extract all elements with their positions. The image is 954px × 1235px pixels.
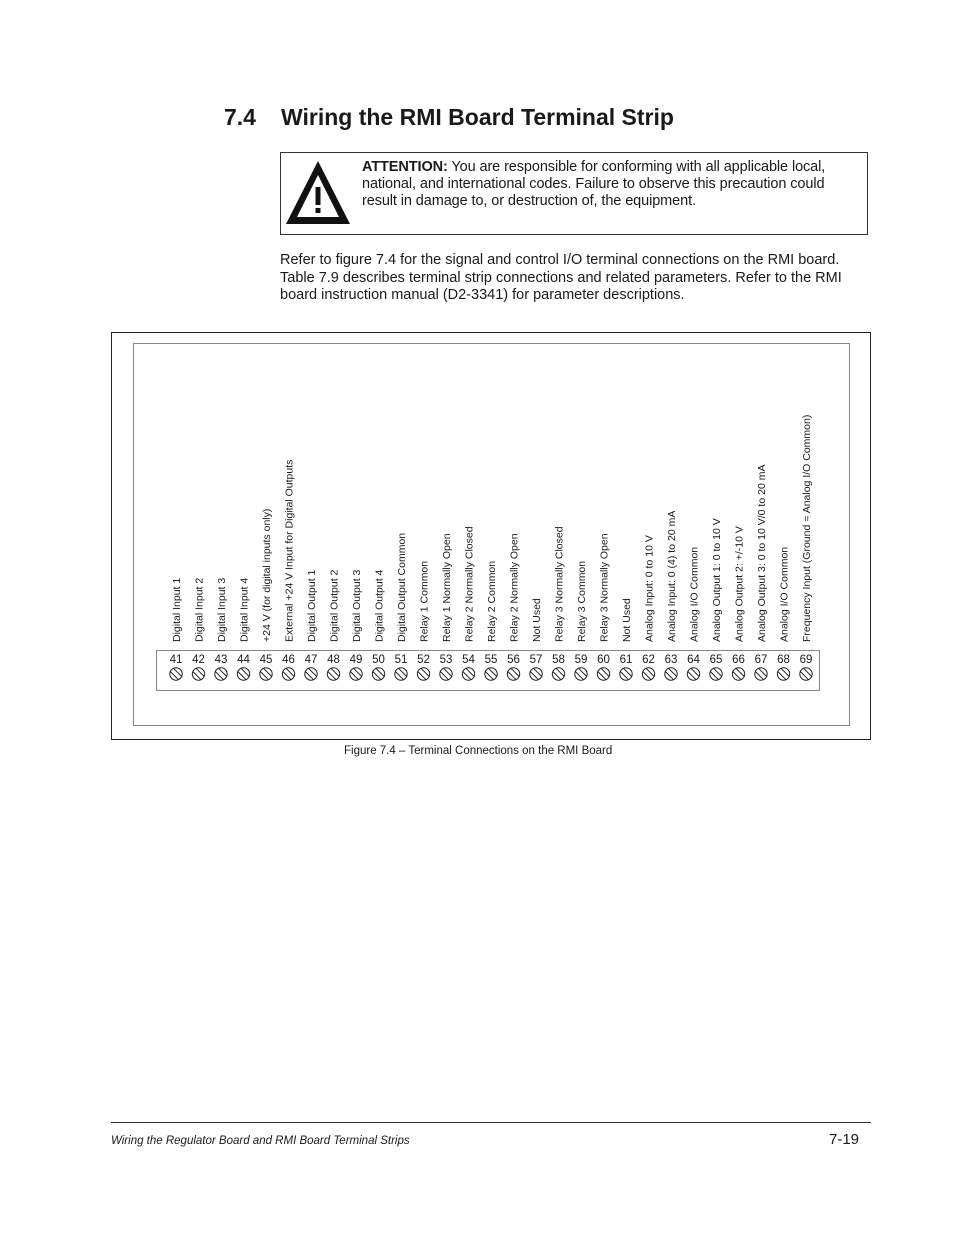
terminal-number: 54	[462, 654, 475, 666]
terminal-label: Relay 2 Normally Closed	[463, 526, 476, 642]
terminal-number: 57	[529, 654, 543, 666]
terminal-number: 52	[417, 654, 430, 666]
footer-page-number: 7-19	[829, 1131, 860, 1148]
terminal-label: Relay 1 Normally Open	[441, 533, 453, 642]
terminal-number: 63	[664, 654, 678, 666]
terminal-label: External +24 V Input for Digital Outputs	[283, 459, 296, 642]
terminal-label: Analog Output 1: 0 to 10 V	[711, 518, 723, 642]
terminal-label: Relay 3 Normally Closed	[553, 526, 566, 642]
screw-terminal-icon[interactable]	[710, 668, 722, 680]
screw-terminal-icon[interactable]	[530, 668, 542, 680]
screw-terminal-icon[interactable]	[732, 668, 744, 680]
terminal-label: Digital Input 2	[193, 577, 206, 642]
screw-terminal-icon[interactable]	[327, 668, 339, 680]
terminal-label: Analog I/O Common	[688, 546, 701, 642]
terminal-label: +24 V (for digital inputs only)	[261, 508, 273, 642]
screw-terminal-icon[interactable]	[417, 668, 429, 680]
screw-terminal-icon[interactable]	[282, 668, 294, 680]
terminal-number: 53	[439, 654, 453, 666]
terminal-label: Analog I/O Common	[778, 546, 791, 642]
terminal-label: Frequency Input (Ground = Analog I/O Common)	[801, 414, 813, 642]
terminal-number: 69	[799, 654, 813, 666]
terminal-number: 66	[732, 654, 745, 666]
terminal-number: 65	[709, 654, 723, 666]
terminal-number: 44	[237, 654, 250, 666]
terminal-label: Analog Input: 0 (4) to 20 mA	[666, 510, 678, 642]
figure-caption: Figure 7.4 – Terminal Connections on the RMI Board	[344, 745, 613, 757]
screw-terminal-icon[interactable]	[552, 668, 564, 680]
terminal-number: 59	[574, 654, 588, 666]
terminal-label: Digital Output Common	[396, 532, 408, 642]
screw-terminal-icon[interactable]	[755, 668, 767, 680]
terminal-number: 48	[327, 654, 340, 666]
screw-terminal-icon[interactable]	[800, 668, 812, 680]
terminal-label: Digital Output 1	[306, 569, 318, 642]
screw-terminal-icon[interactable]	[777, 668, 789, 680]
terminal-label: Relay 2 Common	[486, 560, 498, 642]
terminal-number: 68	[777, 654, 790, 666]
screw-terminal-icon[interactable]	[440, 668, 452, 680]
terminal-label: Relay 3 Common	[576, 560, 588, 642]
terminal-label: Not Used	[531, 598, 543, 642]
terminal-number: 55	[484, 654, 498, 666]
terminal-label: Relay 1 Common	[418, 560, 431, 642]
screw-terminal-icon[interactable]	[485, 668, 497, 680]
section-number: 7.4	[224, 104, 256, 130]
screw-terminal-icon[interactable]	[507, 668, 519, 680]
footer-rule	[111, 1122, 871, 1123]
screw-terminal-icon[interactable]	[215, 668, 227, 680]
terminal-number: 46	[282, 654, 295, 666]
screw-terminal-icon[interactable]	[192, 668, 204, 680]
terminal-number: 45	[259, 654, 273, 666]
screw-terminal-icon[interactable]	[260, 668, 272, 680]
terminal-number: 43	[214, 654, 228, 666]
terminal-number: 41	[169, 654, 183, 666]
terminal-number: 47	[304, 654, 318, 666]
terminal-number: 42	[192, 654, 205, 666]
section-title: Wiring the RMI Board Terminal Strip	[281, 104, 674, 130]
terminal-number: 62	[642, 654, 655, 666]
terminal-label: Digital Output 3	[351, 569, 363, 642]
terminal-number: 58	[552, 654, 565, 666]
screw-terminal-icon[interactable]	[170, 668, 182, 680]
terminal-label: Digital Output 4	[373, 569, 386, 642]
terminal-label: Analog Output 2: +/-10 V	[733, 526, 746, 642]
terminal-number: 49	[349, 654, 363, 666]
terminal-number: 64	[687, 654, 700, 666]
screw-terminal-icon[interactable]	[350, 668, 362, 680]
screw-terminal-icon[interactable]	[237, 668, 249, 680]
screw-terminal-icon[interactable]	[665, 668, 677, 680]
terminal-label: Relay 2 Normally Open	[508, 533, 521, 642]
terminal-label: Relay 3 Normally Open	[598, 533, 611, 642]
terminal-number: 67	[754, 654, 768, 666]
terminal-label: Analog Input: 0 to 10 V	[643, 535, 656, 642]
terminal-number: 60	[597, 654, 610, 666]
terminal-label: Not Used	[621, 598, 633, 642]
terminal-label: Digital Input 4	[238, 577, 251, 642]
terminal-number: 50	[372, 654, 385, 666]
terminal-label: Digital Input 1	[171, 577, 183, 642]
screw-terminal-icon[interactable]	[642, 668, 654, 680]
screw-terminal-icon[interactable]	[372, 668, 384, 680]
screw-terminal-icon[interactable]	[687, 668, 699, 680]
terminal-number: 56	[507, 654, 520, 666]
footer-chapter-title: Wiring the Regulator Board and RMI Board Terminal Strips	[111, 1135, 410, 1147]
terminal-label: Analog Output 3: 0 to 10 V/0 to 20 mA	[756, 464, 768, 642]
screw-terminal-icon[interactable]	[395, 668, 407, 680]
terminal-number: 51	[394, 654, 408, 666]
screw-terminal-icon[interactable]	[305, 668, 317, 680]
terminal-label: Digital Input 3	[216, 577, 228, 642]
attention-body: You are responsible for conforming with all applicable local, national, and international codes. Failure to observe this precaution could result in damage to, or destruction of, the equipment.	[362, 159, 826, 209]
screw-terminal-icon[interactable]	[575, 668, 587, 680]
terminal-label: Digital Output 2	[328, 569, 341, 642]
intro-paragraph: Refer to figure 7.4 for the signal and control I/O terminal connections on the RMI board. Table 7.9 describes terminal strip connections and related parameters. Refer to the RMI board instruction manual (D2-3341) for parameter descriptions.	[280, 252, 842, 303]
screw-terminal-icon[interactable]	[597, 668, 609, 680]
screw-terminal-icon[interactable]	[620, 668, 632, 680]
attention-label: ATTENTION:	[362, 159, 448, 175]
terminal-number: 61	[619, 654, 633, 666]
screw-terminal-icon[interactable]	[462, 668, 474, 680]
